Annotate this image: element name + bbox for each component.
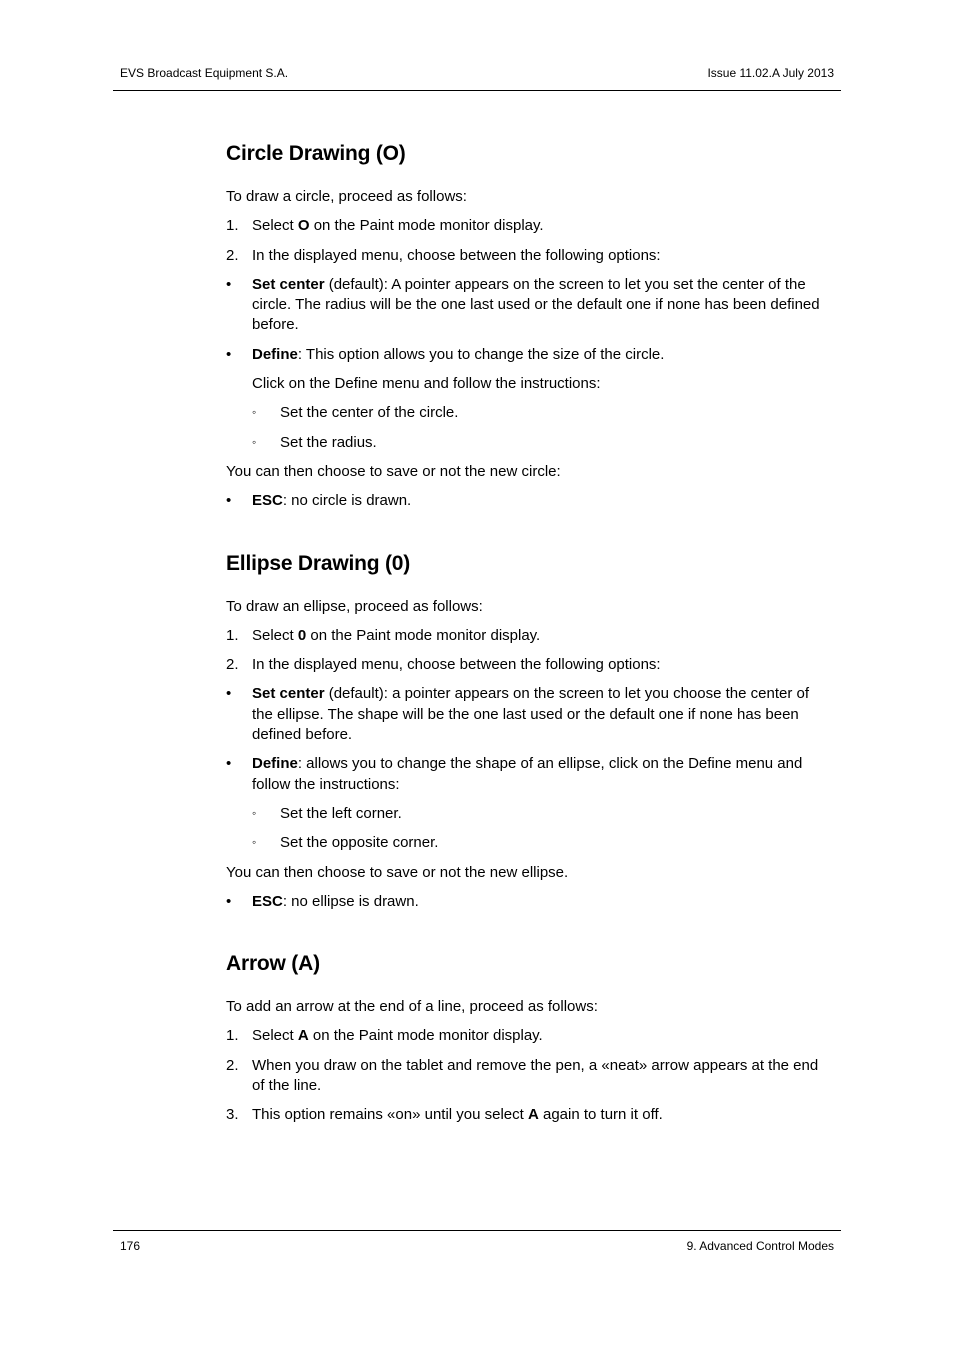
arrow-step-3: 3. This option remains «on» until you select A again to turn it off.: [226, 1106, 663, 1124]
circle-option-set-center: • Set center (default): A pointer appears on the screen to let you set the center of the circle. The radius will be the one last used or the default one if none has been defined before.: [226, 275, 820, 334]
page-number: 176: [120, 1239, 141, 1253]
circle-step-1: 1. Select O on the Paint mode monitor display.: [226, 217, 544, 235]
circle-option-define: • Define: This option allows you to change the size of the circle.: [226, 345, 665, 363]
ellipse-esc: • ESC: no ellipse is drawn.: [226, 892, 419, 910]
footer-chapter: 9. Advanced Control Modes: [686, 1239, 834, 1253]
arrow-step-2: 2. When you draw on the tablet and remove the pen, a «neat» arrow appears at the end of the line.: [226, 1056, 819, 1095]
page-footer: [113, 1230, 841, 1253]
circle-step-2: 2. In the displayed menu, choose between the following options:: [226, 246, 661, 264]
ellipse-option-set-center: • Set center (default): a pointer appears on the screen to let you choose the center of the ellipse. The shape will be the one last used or the default one if none has been defined before.: [226, 685, 810, 744]
ellipse-option-define: • Define: allows you to change the shape of an ellipse, click on the Define menu and follow the instructions:: [226, 755, 803, 793]
ellipse-step-1: 1. Select 0 on the Paint mode monitor display.: [226, 626, 541, 644]
page-content: [226, 140, 832, 1135]
arrow-step-1: 1. Select A on the Paint mode monitor display.: [226, 1027, 543, 1045]
circle-define-note: Click on the Define menu and follow the instructions:: [252, 375, 601, 393]
ellipse-sub-opposite-corner: ◦ Set the opposite corner.: [252, 834, 439, 852]
section-title-arrow: Arrow (A): [226, 952, 320, 976]
arrow-intro: To add an arrow at the end of a line, proceed as follows:: [226, 998, 598, 1016]
circle-esc: • ESC: no circle is drawn.: [226, 492, 412, 510]
header-company: EVS Broadcast Equipment S.A.: [120, 66, 289, 80]
circle-sub-center: ◦ Set the center of the circle.: [252, 404, 459, 422]
ellipse-intro: To draw an ellipse, proceed as follows:: [226, 597, 483, 615]
circle-intro: To draw a circle, proceed as follows:: [226, 188, 467, 205]
page-header: [113, 62, 841, 91]
section-title-ellipse: Ellipse Drawing (0): [226, 551, 411, 575]
header-issue: Issue 11.02.A July 2013: [707, 66, 834, 80]
ellipse-save-note: You can then choose to save or not the new ellipse.: [226, 863, 569, 881]
section-title-circle: Circle Drawing (O): [226, 142, 406, 165]
circle-save-note: You can then choose to save or not the new circle:: [226, 462, 561, 480]
circle-sub-radius: ◦ Set the radius.: [252, 433, 377, 451]
ellipse-step-2: 2. In the displayed menu, choose between the following options:: [226, 656, 661, 674]
ellipse-sub-left-corner: ◦ Set the left corner.: [252, 804, 402, 822]
